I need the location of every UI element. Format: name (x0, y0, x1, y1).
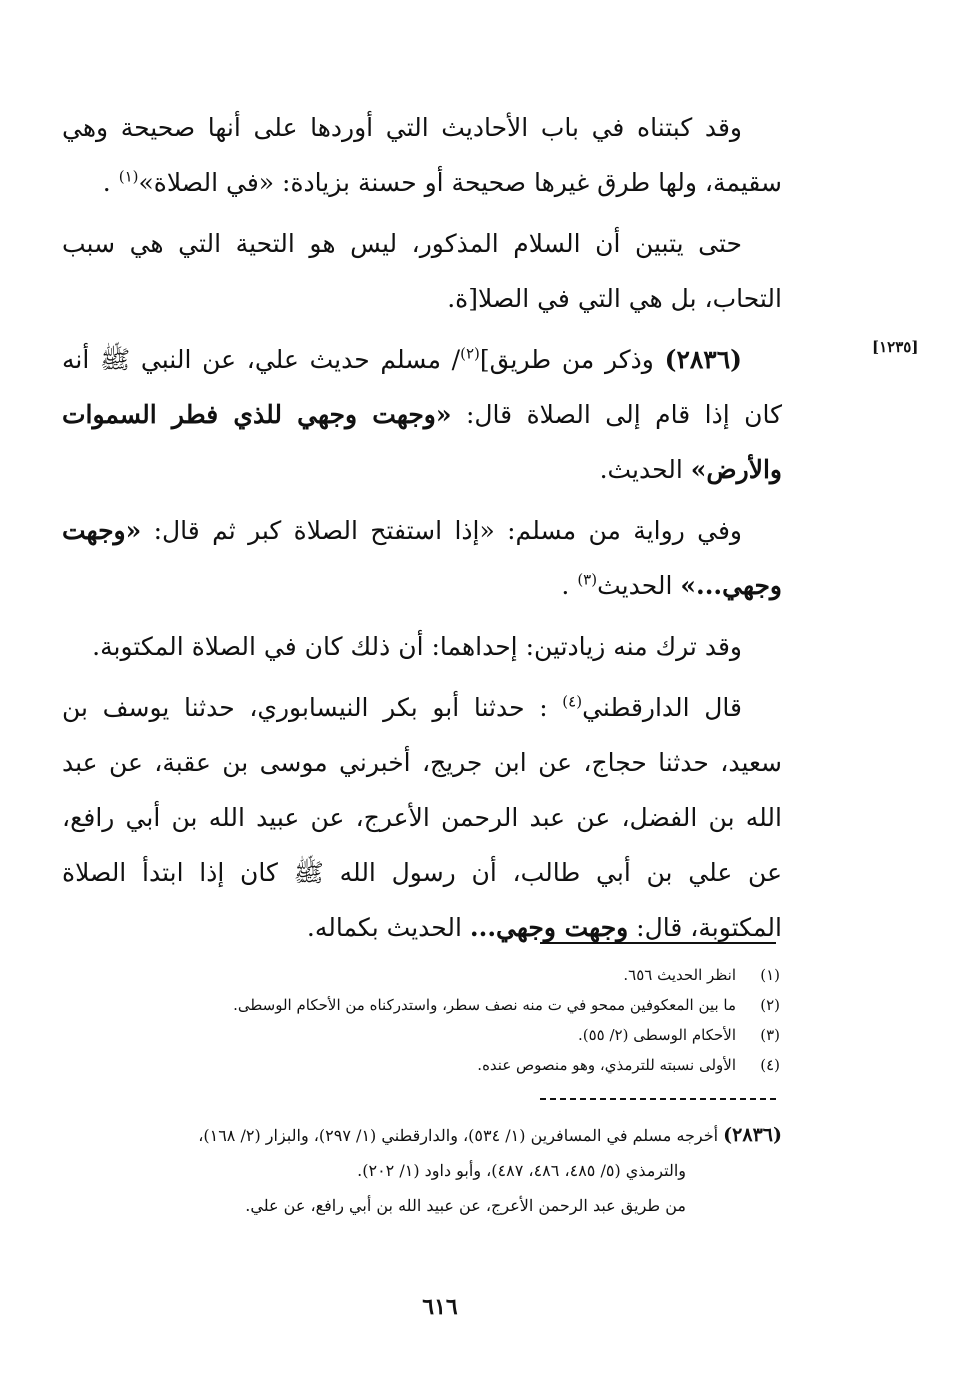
footnote-number: (٤) (760, 1056, 780, 1074)
paragraph-4-quote: «وجهت وجهي...» (62, 516, 782, 600)
page-number: ٦١٦ (422, 1294, 458, 1320)
footnote-item (150, 1050, 780, 1080)
paragraph-1-end: . (102, 168, 119, 197)
paragraph-4 (62, 503, 782, 613)
footnote-ref-1[interactable]: (١) (118, 167, 139, 186)
main-text (62, 100, 782, 961)
paragraph-5 (62, 619, 782, 674)
footnote-text: الأولى نسبته للترمذي، وهو منصوص عنده. (477, 1056, 736, 1074)
footnote-text: انظر الحديث ٦٥٦. (623, 966, 736, 984)
paragraph-6 (62, 680, 782, 955)
footnote-text: الأحكام الوسطى (٢/ ٥٥). (577, 1026, 736, 1044)
paragraph-2 (62, 216, 782, 326)
footnote-ref-2[interactable]: (٢) (460, 344, 480, 363)
paragraph-3-mid: / مسلم حديث علي، عن النبي ﷺ أنه كان إذا قام إلى الصلاة قال: (62, 345, 782, 429)
footnote-item (150, 1020, 780, 1050)
paragraph-6-quote: وجهت وجهي... (469, 913, 629, 942)
footnote-number: (٢) (760, 996, 780, 1014)
takhrij-line-2: والترمذي (٥/ ٤٨٥، ٤٨٦، ٤٨٧)، وأبو داود (١/ ٢٠٢). (357, 1161, 686, 1180)
takhrij-line-1-text: أخرجه مسلم في المسافرين (١/ ٥٣٤)، والدارقطني (١/ ٢٩٧)، والبزار (٢/ ١٦٨)، (198, 1126, 724, 1145)
footnote-ref-3[interactable]: (٣) (577, 570, 598, 589)
takhrij-section (62, 1118, 782, 1223)
footnote-number: (٣) (760, 1026, 780, 1044)
margin-reference: [١٢٣٥] (872, 338, 919, 356)
paragraph-3-pre: وذكر من طريق] (479, 345, 665, 374)
paragraph-5-text: وقد ترك منه زيادتين: إحداهما: أن ذلك كان في الصلاة المكتوبة. (92, 632, 742, 661)
footnote-item (150, 960, 780, 990)
footnote-number: (١) (760, 966, 780, 984)
footnotes (150, 960, 780, 1080)
paragraph-6-end: الحديث بكماله. (306, 913, 470, 942)
paragraph-1 (62, 100, 782, 210)
paragraph-6-pre: قال الدارقطني (582, 693, 742, 722)
takhrij-line-3: من طريق عبد الرحمن الأعرج، عن عبيد الله بن أبي رافع، عن علي. (245, 1196, 686, 1215)
footnote-item (150, 990, 780, 1020)
footnote-ref-4[interactable]: (٤) (562, 692, 583, 711)
paragraph-4-mid: الحديث (597, 571, 681, 600)
hadith-quote: «وجهت وجهي للذي فطر السموات والأرض» (62, 400, 782, 484)
paragraph-4-pre: وفي رواية من مسلم: «إذا استفتح الصلاة كبر ثم قال: (141, 516, 742, 545)
takhrij-hadith-number: (٢٨٣٦) (723, 1124, 782, 1146)
footnote-divider (540, 942, 776, 944)
paragraph-3-end: الحديث. (599, 455, 691, 484)
paragraph-3 (62, 332, 782, 497)
paragraph-1-text: وقد كبتناه في باب الأحاديث التي أوردها على أنها صحيحة وهي سقيمة، ولها طرق غيرها صحيحة أو حسنة بزيادة: «في الصلاة» (62, 113, 782, 197)
paragraph-4-end: . (561, 571, 578, 600)
paragraph-2-text: حتى يتبين أن السلام المذكور، ليس هو التحية التي هي سبب التحاب، بل هي التي في الصلا[ة. (62, 229, 782, 313)
takhrij-divider (540, 1098, 776, 1100)
hadith-number: (٢٨٣٦) (664, 345, 742, 374)
footnote-text: ما بين المعكوفين ممحو في ت منه نصف سطر، واستدركناه من الأحكام الوسطى. (233, 996, 736, 1014)
paragraph-6-mid: : حدثنا أبو بكر النيسابوري، حدثنا يوسف بن سعيد، حدثنا حجاج، عن ابن جريج، أخبرني موسى بن عقبة، عن عبد الله بن الفضل، عن عبد الرحمن الأعرج، عن عبيد الله بن أبي رافع، عن علي بن أبي طالب، أن رسول الله ﷺ كان إذا ابتدأ الصلاة المكتوبة، قال: (62, 693, 782, 942)
takhrij-line-1 (62, 1118, 782, 1153)
